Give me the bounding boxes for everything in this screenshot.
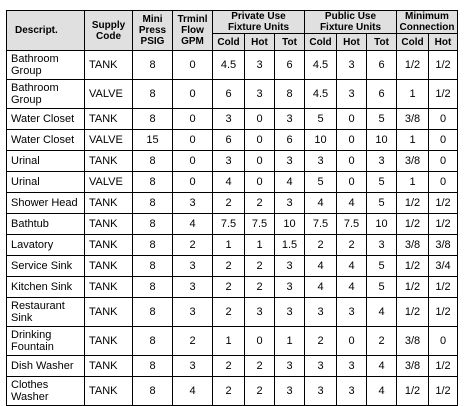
cell-public-tot: 3	[367, 235, 397, 256]
table-row	[7, 80, 458, 109]
cell-public-hot: 3	[337, 51, 367, 80]
cell-mini-press: 8	[133, 256, 173, 277]
cell-supply-code: VALVE	[85, 80, 133, 109]
cell-private-tot: 3	[275, 277, 305, 298]
cell-descript: Bathroom Group	[7, 51, 85, 80]
header-min-cold: Cold	[397, 34, 429, 51]
cell-descript: Kitchen Sink	[7, 277, 85, 298]
cell-private-cold: 1	[213, 235, 245, 256]
cell-public-tot: 3	[367, 151, 397, 172]
cell-public-hot: 0	[337, 151, 367, 172]
header-mini-press: Mini Press PSIG	[133, 11, 173, 51]
cell-min-hot: 0	[429, 109, 458, 130]
table-row	[7, 130, 458, 151]
cell-public-hot: 4	[337, 256, 367, 277]
cell-supply-code: TANK	[85, 377, 133, 406]
cell-public-tot: 4	[367, 356, 397, 377]
cell-private-cold: 4.5	[213, 51, 245, 80]
cell-public-hot: 3	[337, 377, 367, 406]
cell-trminl-flow: 2	[173, 327, 213, 356]
cell-public-hot: 4	[337, 277, 367, 298]
cell-private-cold: 2	[213, 256, 245, 277]
cell-private-tot: 3	[275, 298, 305, 327]
cell-public-tot: 5	[367, 172, 397, 193]
cell-trminl-flow: 0	[173, 109, 213, 130]
cell-supply-code: TANK	[85, 214, 133, 235]
table-row	[7, 214, 458, 235]
cell-supply-code: TANK	[85, 356, 133, 377]
cell-mini-press: 8	[133, 151, 173, 172]
cell-min-hot: 0	[429, 172, 458, 193]
cell-min-hot: 0	[429, 151, 458, 172]
cell-trminl-flow: 0	[173, 130, 213, 151]
table-row	[7, 327, 458, 356]
cell-private-cold: 7.5	[213, 214, 245, 235]
cell-descript: Lavatory	[7, 235, 85, 256]
cell-public-tot: 2	[367, 327, 397, 356]
cell-supply-code: TANK	[85, 51, 133, 80]
cell-supply-code: VALVE	[85, 172, 133, 193]
cell-trminl-flow: 0	[173, 80, 213, 109]
cell-descript: Drinking Fountain	[7, 327, 85, 356]
cell-min-hot: 1/2	[429, 193, 458, 214]
cell-public-cold: 2	[305, 327, 337, 356]
cell-supply-code: TANK	[85, 193, 133, 214]
cell-private-cold: 2	[213, 277, 245, 298]
cell-public-hot: 0	[337, 130, 367, 151]
cell-trminl-flow: 3	[173, 298, 213, 327]
cell-mini-press: 15	[133, 130, 173, 151]
cell-mini-press: 8	[133, 298, 173, 327]
cell-public-cold: 3	[305, 151, 337, 172]
cell-private-tot: 3	[275, 109, 305, 130]
cell-public-hot: 3	[337, 356, 367, 377]
cell-trminl-flow: 3	[173, 356, 213, 377]
header-public-hot: Hot	[337, 34, 367, 51]
cell-trminl-flow: 4	[173, 377, 213, 406]
cell-mini-press: 8	[133, 327, 173, 356]
cell-supply-code: TANK	[85, 151, 133, 172]
cell-private-hot: 2	[245, 256, 275, 277]
cell-public-cold: 5	[305, 109, 337, 130]
cell-descript: Bathtub	[7, 214, 85, 235]
cell-private-hot: 2	[245, 193, 275, 214]
header-public-use: Public Use Fixture Units	[305, 11, 397, 34]
cell-min-hot: 3/4	[429, 256, 458, 277]
cell-public-cold: 5	[305, 172, 337, 193]
cell-supply-code: TANK	[85, 256, 133, 277]
cell-supply-code: VALVE	[85, 130, 133, 151]
cell-min-cold: 3/8	[397, 109, 429, 130]
cell-private-tot: 8	[275, 80, 305, 109]
table-row	[7, 51, 458, 80]
header-minimum-connection: Minimum Connection	[397, 11, 458, 34]
cell-private-tot: 6	[275, 130, 305, 151]
cell-private-cold: 3	[213, 151, 245, 172]
cell-public-cold: 3	[305, 356, 337, 377]
cell-trminl-flow: 3	[173, 277, 213, 298]
cell-supply-code: TANK	[85, 327, 133, 356]
cell-mini-press: 8	[133, 51, 173, 80]
cell-mini-press: 8	[133, 109, 173, 130]
cell-private-cold: 2	[213, 193, 245, 214]
cell-min-cold: 1/2	[397, 193, 429, 214]
table-row	[7, 256, 458, 277]
cell-min-cold: 1/2	[397, 298, 429, 327]
cell-trminl-flow: 0	[173, 151, 213, 172]
cell-supply-code: TANK	[85, 109, 133, 130]
header-private-cold: Cold	[213, 34, 245, 51]
cell-supply-code: TANK	[85, 277, 133, 298]
cell-private-cold: 3	[213, 109, 245, 130]
cell-public-cold: 3	[305, 377, 337, 406]
table-row	[7, 298, 458, 327]
cell-min-cold: 1/2	[397, 51, 429, 80]
cell-supply-code: TANK	[85, 235, 133, 256]
cell-public-cold: 4	[305, 277, 337, 298]
cell-public-hot: 0	[337, 172, 367, 193]
cell-descript: Water Closet	[7, 109, 85, 130]
cell-min-hot: 1/2	[429, 277, 458, 298]
cell-private-hot: 3	[245, 51, 275, 80]
cell-descript: Dish Washer	[7, 356, 85, 377]
cell-public-hot: 2	[337, 235, 367, 256]
cell-descript: Service Sink	[7, 256, 85, 277]
header-trminl-flow: Trminl Flow GPM	[173, 11, 213, 51]
cell-public-cold: 4	[305, 256, 337, 277]
cell-min-cold: 1/2	[397, 277, 429, 298]
cell-descript: Restaurant Sink	[7, 298, 85, 327]
cell-mini-press: 8	[133, 356, 173, 377]
cell-descript: Urinal	[7, 151, 85, 172]
cell-mini-press: 8	[133, 235, 173, 256]
cell-private-hot: 2	[245, 377, 275, 406]
cell-public-cold: 2	[305, 235, 337, 256]
cell-private-tot: 3	[275, 377, 305, 406]
cell-private-cold: 6	[213, 130, 245, 151]
cell-public-hot: 7.5	[337, 214, 367, 235]
table-row	[7, 109, 458, 130]
cell-mini-press: 8	[133, 377, 173, 406]
cell-min-cold: 1	[397, 172, 429, 193]
cell-descript: Clothes Washer	[7, 377, 85, 406]
cell-public-tot: 6	[367, 80, 397, 109]
cell-private-hot: 7.5	[245, 214, 275, 235]
header-private-use: Private Use Fixture Units	[213, 11, 305, 34]
cell-private-tot: 6	[275, 51, 305, 80]
cell-min-hot: 1/2	[429, 377, 458, 406]
cell-min-cold: 3/8	[397, 327, 429, 356]
cell-descript: Water Closet	[7, 130, 85, 151]
table-row	[7, 193, 458, 214]
cell-private-cold: 2	[213, 356, 245, 377]
cell-private-tot: 1.5	[275, 235, 305, 256]
cell-public-tot: 5	[367, 193, 397, 214]
table-row	[7, 356, 458, 377]
cell-public-hot: 0	[337, 327, 367, 356]
table-row	[7, 235, 458, 256]
table-body	[7, 51, 458, 406]
cell-descript: Urinal	[7, 172, 85, 193]
cell-private-tot: 3	[275, 256, 305, 277]
cell-supply-code: TANK	[85, 298, 133, 327]
cell-min-cold: 1	[397, 80, 429, 109]
fixture-table-container	[6, 10, 458, 406]
cell-min-cold: 3/8	[397, 235, 429, 256]
cell-public-tot: 10	[367, 130, 397, 151]
header-public-tot: Tot	[367, 34, 397, 51]
cell-public-tot: 5	[367, 277, 397, 298]
cell-min-hot: 1/2	[429, 356, 458, 377]
cell-public-hot: 4	[337, 193, 367, 214]
cell-private-hot: 3	[245, 80, 275, 109]
cell-public-tot: 6	[367, 51, 397, 80]
fixture-units-table	[6, 10, 458, 406]
cell-min-hot: 0	[429, 130, 458, 151]
cell-min-cold: 1	[397, 130, 429, 151]
cell-public-hot: 0	[337, 109, 367, 130]
cell-private-tot: 3	[275, 356, 305, 377]
header-descript: Descript.	[7, 11, 85, 51]
cell-public-cold: 3	[305, 298, 337, 327]
cell-mini-press: 8	[133, 172, 173, 193]
header-private-tot: Tot	[275, 34, 305, 51]
cell-min-hot: 3/8	[429, 235, 458, 256]
cell-min-cold: 3/8	[397, 356, 429, 377]
table-header	[7, 11, 458, 51]
cell-public-tot: 10	[367, 214, 397, 235]
header-supply-code: Supply Code	[85, 11, 133, 51]
cell-public-cold: 7.5	[305, 214, 337, 235]
cell-private-hot: 0	[245, 109, 275, 130]
cell-private-cold: 4	[213, 172, 245, 193]
cell-trminl-flow: 4	[173, 214, 213, 235]
table-row	[7, 172, 458, 193]
cell-mini-press: 8	[133, 277, 173, 298]
cell-min-cold: 1/2	[397, 256, 429, 277]
cell-private-hot: 2	[245, 356, 275, 377]
cell-private-cold: 6	[213, 80, 245, 109]
cell-private-tot: 4	[275, 172, 305, 193]
cell-private-tot: 1	[275, 327, 305, 356]
cell-public-hot: 3	[337, 298, 367, 327]
table-row	[7, 151, 458, 172]
cell-private-hot: 0	[245, 130, 275, 151]
cell-public-cold: 4	[305, 193, 337, 214]
cell-public-tot: 4	[367, 377, 397, 406]
cell-private-hot: 2	[245, 277, 275, 298]
cell-min-cold: 1/2	[397, 377, 429, 406]
cell-min-hot: 1/2	[429, 214, 458, 235]
cell-min-hot: 1/2	[429, 51, 458, 80]
header-public-cold: Cold	[305, 34, 337, 51]
cell-private-hot: 0	[245, 327, 275, 356]
header-private-hot: Hot	[245, 34, 275, 51]
cell-public-cold: 4.5	[305, 51, 337, 80]
table-row	[7, 377, 458, 406]
cell-min-hot: 1/2	[429, 298, 458, 327]
cell-trminl-flow: 3	[173, 256, 213, 277]
cell-private-cold: 1	[213, 327, 245, 356]
cell-mini-press: 8	[133, 80, 173, 109]
cell-public-tot: 4	[367, 298, 397, 327]
table-row	[7, 277, 458, 298]
cell-private-tot: 10	[275, 214, 305, 235]
cell-trminl-flow: 0	[173, 172, 213, 193]
cell-trminl-flow: 3	[173, 193, 213, 214]
cell-private-hot: 3	[245, 298, 275, 327]
cell-private-tot: 3	[275, 151, 305, 172]
cell-trminl-flow: 0	[173, 51, 213, 80]
cell-public-hot: 3	[337, 80, 367, 109]
cell-public-cold: 10	[305, 130, 337, 151]
cell-private-hot: 0	[245, 151, 275, 172]
cell-min-cold: 3/8	[397, 151, 429, 172]
cell-private-cold: 2	[213, 298, 245, 327]
cell-private-hot: 0	[245, 172, 275, 193]
cell-trminl-flow: 2	[173, 235, 213, 256]
header-min-hot: Hot	[429, 34, 458, 51]
cell-min-hot: 0	[429, 327, 458, 356]
cell-mini-press: 8	[133, 214, 173, 235]
cell-descript: Bathroom Group	[7, 80, 85, 109]
cell-public-tot: 5	[367, 109, 397, 130]
cell-private-cold: 2	[213, 377, 245, 406]
cell-public-tot: 5	[367, 256, 397, 277]
cell-min-hot: 1/2	[429, 80, 458, 109]
cell-public-cold: 4.5	[305, 80, 337, 109]
cell-descript: Shower Head	[7, 193, 85, 214]
cell-private-hot: 1	[245, 235, 275, 256]
cell-min-cold: 1/2	[397, 214, 429, 235]
cell-private-tot: 3	[275, 193, 305, 214]
cell-mini-press: 8	[133, 193, 173, 214]
